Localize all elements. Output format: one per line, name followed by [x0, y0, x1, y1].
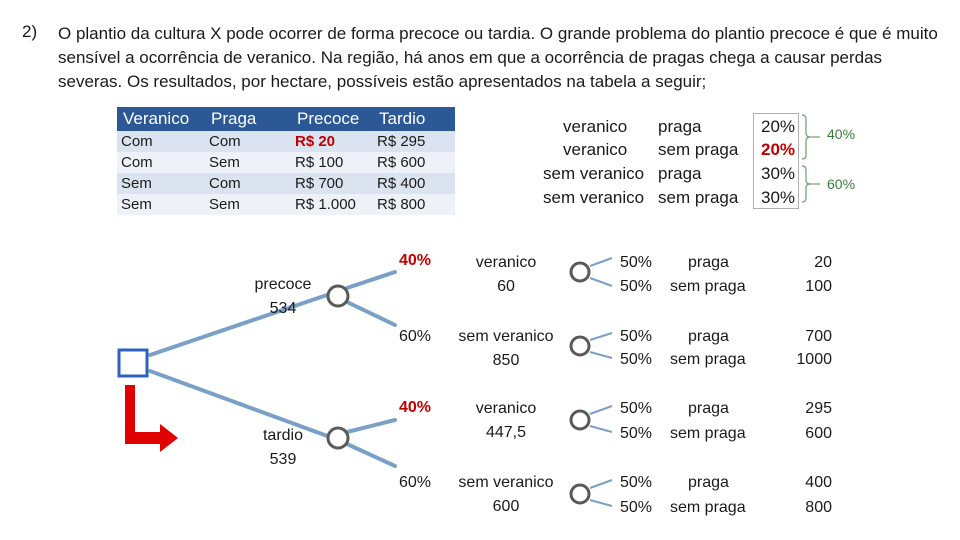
cell: R$ 600: [373, 152, 455, 173]
chance-node: [571, 263, 589, 281]
pest-label: sem praga: [670, 425, 746, 442]
branch-pct: 60%: [399, 474, 432, 491]
cell: Sem: [205, 152, 291, 173]
chance-value: 850: [492, 352, 520, 369]
prob-veranico: veranico: [563, 117, 628, 136]
node-precoce-value: 534: [269, 300, 297, 317]
prob-praga: praga: [658, 117, 702, 136]
pest-label: praga: [688, 328, 729, 345]
branch-pct: 40%: [399, 252, 432, 269]
group-pct: 40%: [827, 126, 856, 142]
decision-node: [119, 350, 147, 376]
pest-label: sem praga: [670, 278, 746, 295]
header-veranico: Veranico: [117, 107, 205, 131]
pest-label: praga: [688, 254, 729, 271]
pest-pct: 50%: [620, 474, 653, 491]
branch-line: [590, 500, 612, 506]
chance-node: [328, 286, 348, 306]
branch-line: [590, 426, 612, 432]
cell: R$ 400: [373, 173, 455, 194]
pest-label: sem praga: [670, 351, 746, 368]
pest-label: sem praga: [670, 499, 746, 516]
header-tardio: Tardio: [373, 107, 455, 131]
prob-praga: praga: [658, 164, 702, 183]
cell: Sem: [205, 194, 291, 215]
prob-pct: 20%: [761, 140, 796, 159]
cell: Sem: [117, 194, 205, 215]
chance-node: [571, 485, 589, 503]
pest-pct: 50%: [620, 400, 653, 417]
bracket-icon: [802, 115, 810, 159]
payoff-value: 20: [814, 254, 832, 271]
arrow-icon: [125, 385, 178, 452]
node-tardio-value: 539: [269, 451, 297, 468]
payoff-value: 600: [805, 425, 832, 442]
branch-veranico: [347, 272, 395, 288]
question-text: O plantio da cultura X pode ocorrer de forma precoce ou tardia. O grande problema do plantio precoce é que é muito sensível a ocorrência de veranico. Na região, há anos em que a ocorrência de pragas chega a causar perdas severas. Os resultados, por hectare, possíveis estão apresentados na tabela a seguir;: [58, 24, 938, 91]
pest-pct: 50%: [620, 425, 653, 442]
branch-line: [590, 406, 612, 414]
payoff-value: 100: [805, 278, 832, 295]
prob-praga: sem praga: [658, 188, 739, 207]
branch-line: [590, 258, 612, 266]
chance-outcome: [446, 471, 566, 519]
header-praga: Praga: [205, 107, 291, 131]
prob-pct: 20%: [761, 117, 796, 136]
cell: R$ 800: [373, 194, 455, 215]
cell: R$ 295: [373, 131, 455, 152]
branch-line: [590, 480, 612, 488]
chance-outcome: [446, 397, 566, 445]
prob-praga: sem praga: [658, 140, 739, 159]
node-tardio: [240, 424, 326, 472]
cell: Com: [117, 152, 205, 173]
chance-value: 447,5: [485, 424, 527, 441]
branch-sem-veranico: [347, 444, 395, 466]
node-tardio-label: tardio: [262, 427, 304, 444]
payoff-value: 295: [805, 400, 832, 417]
pest-pct: 50%: [620, 328, 653, 345]
pest-label: praga: [688, 474, 729, 491]
cell: Sem: [117, 173, 205, 194]
branch-line: [590, 278, 612, 286]
group-pct: 60%: [827, 176, 856, 192]
payoff-value: 800: [805, 499, 832, 516]
prob-veranico: sem veranico: [543, 164, 645, 183]
cell: R$ 100: [291, 152, 373, 173]
chance-value: 600: [492, 498, 520, 515]
branch-pct: 60%: [399, 328, 432, 345]
chance-label: veranico: [475, 254, 537, 271]
cell: R$ 700: [291, 173, 373, 194]
cell: Com: [117, 131, 205, 152]
node-precoce: [240, 273, 326, 321]
chance-node: [571, 337, 589, 355]
prob-pct: 30%: [761, 164, 796, 183]
bracket-icon: [802, 166, 810, 202]
cell: Com: [205, 131, 291, 152]
chance-outcome: [446, 251, 566, 299]
chance-label: veranico: [475, 400, 537, 417]
pest-pct: 50%: [620, 351, 653, 368]
prob-veranico: veranico: [563, 140, 628, 159]
pest-pct: 50%: [620, 254, 653, 271]
node-precoce-label: precoce: [254, 276, 312, 293]
chance-node: [328, 428, 348, 448]
prob-veranico: sem veranico: [543, 188, 645, 207]
payoff-value: 700: [805, 328, 832, 345]
cell: R$ 1.000: [291, 194, 373, 215]
branch-pct: 40%: [399, 399, 432, 416]
branch-line: [590, 352, 612, 358]
chance-value: 60: [497, 278, 515, 295]
payoff-value: 1000: [796, 351, 832, 368]
cell: R$ 20: [291, 131, 373, 152]
branch-line: [590, 333, 612, 340]
question-number: 2): [22, 22, 38, 41]
cell: Com: [205, 173, 291, 194]
prob-pct: 30%: [761, 188, 796, 207]
chance-outcome: [446, 325, 566, 373]
branch-veranico: [347, 420, 395, 432]
pest-label: praga: [688, 400, 729, 417]
chance-label: sem veranico: [458, 328, 554, 345]
payoff-value: 400: [805, 474, 832, 491]
header-precoce: Precoce: [291, 107, 373, 131]
chance-label: sem veranico: [458, 474, 554, 491]
chance-node: [571, 411, 589, 429]
branch-sem-veranico: [347, 302, 395, 325]
pest-pct: 50%: [620, 499, 653, 516]
pest-pct: 50%: [620, 278, 653, 295]
